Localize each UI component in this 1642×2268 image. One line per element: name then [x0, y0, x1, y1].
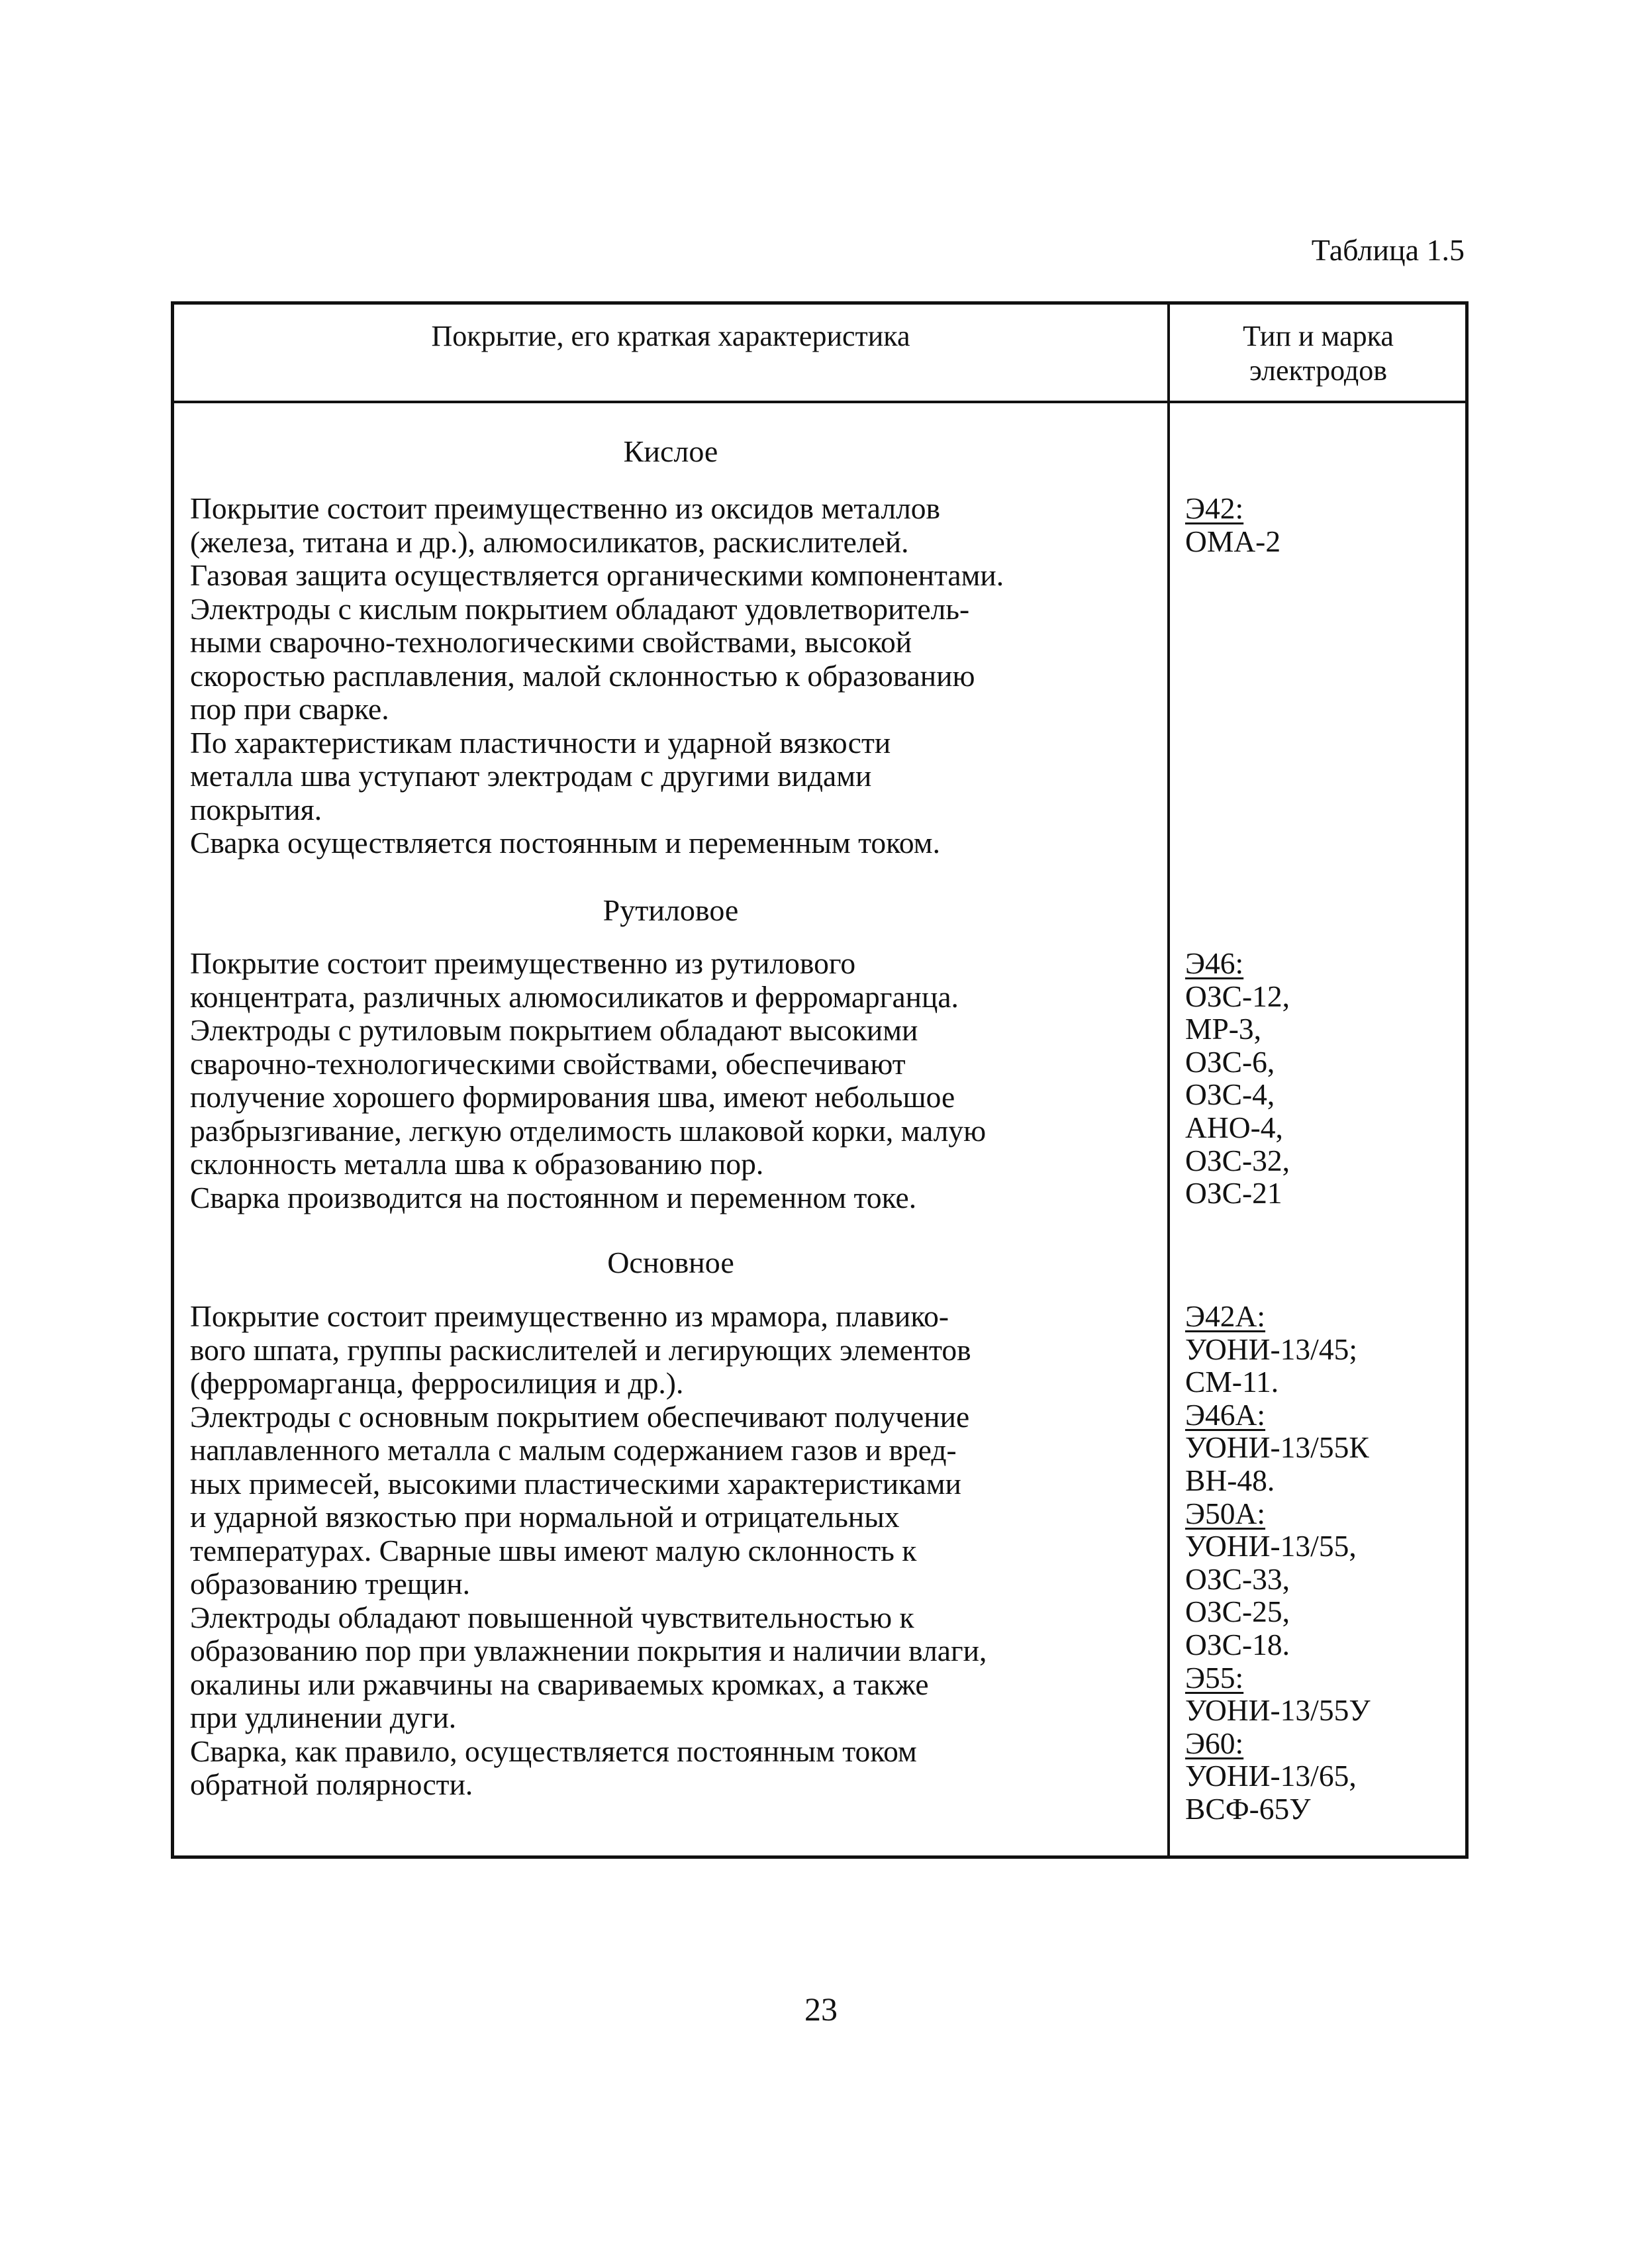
description-line: образованию трещин.	[190, 1567, 470, 1601]
description-line: наплавленного металла с малым содержанием газов и вред-	[190, 1433, 957, 1467]
electrode-mark: УОНИ-13/55,	[1185, 1529, 1357, 1563]
electrode-coating-table	[171, 301, 1469, 1859]
header-electrode-type-line2: электродов	[1249, 354, 1388, 387]
electrode-mark: ОЗС-18.	[1185, 1627, 1290, 1661]
description-line: покрытия.	[190, 792, 322, 826]
section-description-basic	[190, 1300, 1163, 1802]
electrode-marks-rutile	[1185, 947, 1463, 1210]
description-line: По характеристикам пластичности и ударной вязкости	[190, 725, 891, 760]
description-line: Электроды с основным покрытием обеспечивают получение	[190, 1399, 970, 1434]
electrode-mark: УОНИ-13/45;	[1185, 1332, 1357, 1366]
electrode-type: Э42:	[1185, 491, 1244, 525]
electrode-mark: МР-3,	[1185, 1012, 1262, 1046]
electrode-type: Э46А:	[1185, 1397, 1266, 1432]
header-electrode-type-line1: Тип и марка	[1243, 320, 1394, 352]
description-line: (ферромарганца, ферросилиция и др.).	[190, 1366, 684, 1400]
description-line: ными сварочно-технологическими свойствами, высокой	[190, 625, 912, 659]
electrode-mark: ОЗС-12,	[1185, 979, 1290, 1013]
description-line: Электроды с кислым покрытием обладают удовлетворитель-	[190, 591, 970, 626]
electrode-mark: ОЗС-32,	[1185, 1143, 1290, 1177]
electrode-mark: ОЗС-4,	[1185, 1077, 1275, 1112]
column-divider	[1167, 305, 1170, 1855]
description-line: склонность металла шва к образованию пор.	[190, 1147, 764, 1181]
description-line: (железа, титана и др.), алюмосиликатов, раскислителей.	[190, 524, 909, 559]
header-electrode-type	[1170, 319, 1467, 388]
description-line: Электроды обладают повышенной чувствительностью к	[190, 1600, 914, 1634]
description-line: сварочно-технологическими свойствами, обеспечивают	[190, 1046, 906, 1081]
electrode-type: Э46:	[1185, 946, 1244, 980]
description-line: Покрытие состоит преимущественно из рутилового	[190, 946, 856, 980]
description-line: окалины или ржавчины на свариваемых кромках, а также	[190, 1667, 929, 1701]
electrode-mark: ВН-48.	[1185, 1463, 1275, 1497]
electrode-mark: УОНИ-13/55К	[1185, 1430, 1369, 1465]
electrode-mark: УОНИ-13/55У	[1185, 1693, 1371, 1728]
electrode-mark: УОНИ-13/65,	[1185, 1759, 1357, 1793]
section-description-acidic	[190, 492, 1163, 860]
table-caption: Таблица 1.5	[1311, 233, 1465, 267]
page-number: 23	[804, 1991, 838, 2028]
electrode-mark: ОЗС-25,	[1185, 1595, 1290, 1629]
electrode-mark: ОЗС-21	[1185, 1176, 1282, 1210]
electrode-mark: АНО-4,	[1185, 1110, 1283, 1144]
header-divider	[174, 401, 1465, 403]
section-description-rutile	[190, 947, 1163, 1214]
electrode-mark: СМ-11.	[1185, 1365, 1279, 1399]
electrode-type: Э60:	[1185, 1726, 1244, 1760]
description-line: обратной полярности.	[190, 1767, 473, 1801]
description-line: температурах. Сварные швы имеют малую склонность к	[190, 1533, 917, 1567]
electrode-type: Э55:	[1185, 1660, 1244, 1695]
description-line: Газовая защита осуществляется органическими компонентами.	[190, 558, 1004, 592]
description-line: Сварка осуществляется постоянным и переменным током.	[190, 826, 940, 860]
section-title-rutile: Рутиловое	[603, 893, 739, 927]
description-line: металла шва уступают электродам с другими видами	[190, 759, 872, 793]
description-line: концентрата, различных алюмосиликатов и ферромарганца.	[190, 979, 959, 1014]
description-line: получение хорошего формирования шва, имеют небольшое	[190, 1080, 955, 1114]
description-line: Покрытие состоит преимущественно из оксидов металлов	[190, 491, 941, 525]
description-line: при удлинении дуги.	[190, 1701, 457, 1734]
electrode-mark: ОЗС-6,	[1185, 1044, 1275, 1079]
description-line: Электроды с рутиловым покрытием обладают высокими	[190, 1013, 918, 1047]
electrode-mark: ОМА-2	[1185, 524, 1281, 558]
description-line: разбрызгивание, легкую отделимость шлаковой корки, малую	[190, 1113, 987, 1148]
description-line: Сварка, как правило, осуществляется постоянным током	[190, 1734, 917, 1768]
electrode-marks-basic	[1185, 1300, 1463, 1826]
description-line: и ударной вязкостью при нормальной и отрицательных	[190, 1500, 900, 1534]
description-line: Сварка производится на постоянном и переменном токе.	[190, 1180, 917, 1214]
electrode-mark: ОЗС-33,	[1185, 1561, 1290, 1596]
description-line: Покрытие состоит преимущественно из мрамора, плавико-	[190, 1299, 949, 1333]
section-title-acidic: Кислое	[623, 434, 718, 468]
description-line: скоростью расплавления, малой склонностью к образованию	[190, 658, 975, 693]
electrode-marks-acidic	[1185, 492, 1463, 558]
description-line: образованию пор при увлажнении покрытия и наличии влаги,	[190, 1634, 987, 1667]
electrode-type: Э50А:	[1185, 1496, 1266, 1530]
electrode-mark: ВСФ-65У	[1185, 1791, 1311, 1826]
section-title-basic: Основное	[607, 1246, 734, 1279]
description-line: вого шпата, группы раскислителей и легирующих элементов	[190, 1332, 971, 1367]
description-line: ных примесей, высокими пластическими характеристиками	[190, 1466, 961, 1501]
header-coating-description: Покрытие, его краткая характеристика	[431, 320, 910, 352]
electrode-type: Э42А:	[1185, 1299, 1266, 1333]
description-line: пор при сварке.	[190, 692, 389, 726]
